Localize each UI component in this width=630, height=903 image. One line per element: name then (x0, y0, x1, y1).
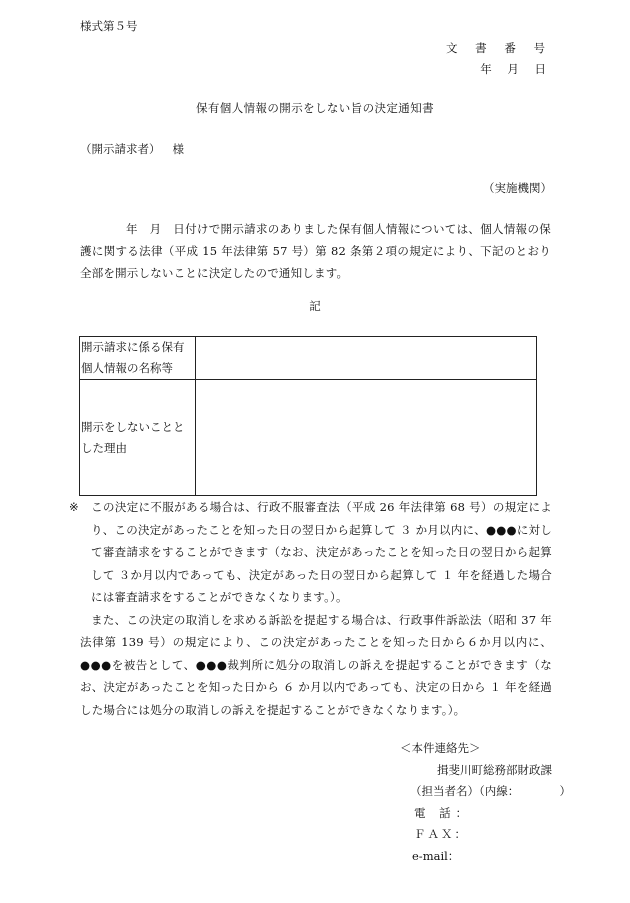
info-table (79, 336, 537, 496)
note-mark: ※ (69, 500, 79, 514)
lawsuit-paragraph: また、この決定の取消しを求める訴訟を提起する場合は、行政事件訴訟法（昭和 37 年法律第 139 号）の規定により、この決定があったことを知った日から６か月以内に、●●●を被告として、●●●裁判所に処分の取消しの訴えを提起することができます（なお、決定があったことを知った日から ６ か月以内であっても、決定の日から １ 年を経過した場合には処分の取消しの訴えを提起することができなくなります。）。 (80, 612, 552, 717)
appeal-text: この決定に不服がある場合は、行政不服審査法（平成 26 年法律第 68 号）の規定により、この決定があったことを知った日の翌日から起算して ３ か月以内に、●●●に対して審査請求をすることができます（なお、決定があったことを知った日の翌日から起算して ３か月以内であっても、決定があった日の翌日から起算して １ 年を経過した場合には審査請求をすることができなくなります。）。 (91, 500, 552, 604)
contact-person: （担当者名）（内線： ） (410, 784, 571, 798)
contact-fax: ＦＡＸ： (414, 827, 468, 841)
contact-email: e-mail： (412, 848, 460, 863)
document-number: 文 書 番 号 (446, 41, 552, 55)
table-row (80, 380, 537, 496)
appeal-notice (69, 496, 552, 721)
addressee (80, 141, 184, 157)
ki-heading: 記 (309, 299, 321, 313)
document-date: 年 月 日 (480, 62, 552, 76)
reason-label: 開示をしないこととした理由 (80, 380, 196, 496)
addressee-name: （開示請求者） (80, 142, 161, 156)
table-row (80, 337, 537, 380)
form-number: 様式第５号 (80, 19, 138, 33)
contact-tel: 電 話： (414, 805, 473, 820)
page-title: 保有個人情報の開示をしない旨の決定通知書 (196, 101, 434, 115)
addressee-honorific: 様 (172, 142, 184, 156)
contact-department: 揖斐川町総務部財政課 (437, 762, 552, 777)
reason-value (196, 380, 537, 496)
contact-block (396, 738, 571, 867)
issuing-agency: （実施機関） (483, 181, 552, 195)
notification-body: 年 月 日付けで開示請求のありました保有個人情報については、個人情報の保護に関する法律（平成 15 年法律第 57 号）第 82 条第２項の規定により、下記のとおり全部を開示しないことに決定したので通知します。 (80, 222, 551, 280)
contact-heading: ＜本件連絡先＞ (400, 741, 481, 755)
appeal-paragraph (69, 496, 552, 609)
requested-info-label: 開示請求に係る保有個人情報の名称等 (80, 337, 196, 380)
requested-info-value (196, 337, 537, 380)
